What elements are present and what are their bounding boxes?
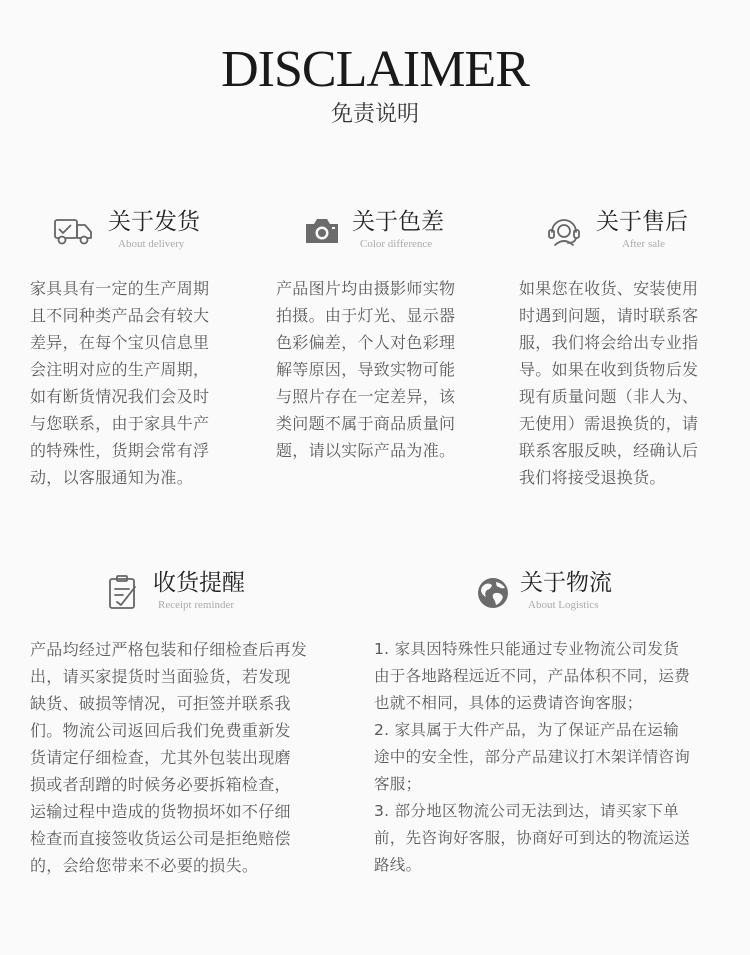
section-text-aftersale	[519, 275, 698, 491]
section-subtitle-receipt: Receipt reminder	[158, 599, 235, 611]
section-header-logistics	[475, 567, 645, 619]
text-line: 如有断货情况我们会及时	[30, 387, 210, 406]
section-text-delivery	[30, 275, 209, 491]
section-title-receipt: 收货提醒	[153, 570, 245, 596]
customer-service-icon	[546, 212, 588, 248]
section-subtitle-logistics: About Logistics	[528, 599, 599, 611]
text-line: 客服；	[374, 775, 422, 793]
text-line: 与照片存在一定差异，该	[276, 387, 456, 406]
text-line: 运输过程中造成的货物损坏如不仔细	[30, 802, 291, 821]
text-line: 途中的安全性，部分产品建议打木架详情咨询	[374, 748, 691, 766]
text-line: 与您联系，由于家具牛产	[30, 414, 210, 433]
text-line: 产品均经过严格包装和仔细检查后再发	[30, 640, 308, 659]
text-line: 也就不相同，具体的运费请咨询客服；	[374, 694, 643, 712]
text-line: 服，我们将会给出专业指	[519, 333, 699, 352]
text-line: 动，以客服通知为准。	[30, 468, 194, 487]
text-line: 拍摄。由于灯光、显示器	[276, 306, 456, 325]
text-line: 类问题不属于商品质量问	[276, 414, 456, 433]
text-line: 出，请买家提货时当面验货，若发现	[30, 667, 291, 686]
section-header-aftersale	[546, 206, 716, 258]
text-line: 前，先咨询好客服，协商好可到达的物流运送	[374, 829, 691, 847]
text-line: 无使用）需退换货的，请	[519, 414, 699, 433]
text-line: 由于各地路程远近不同，产品体积不同，运费	[374, 667, 691, 685]
section-text-logistics	[374, 636, 690, 879]
section-header-receipt	[106, 567, 276, 619]
text-line: 1. 家具因特殊性只能通过专业物流公司发货	[374, 640, 680, 658]
text-line: 时遇到问题，请时联系客	[519, 306, 699, 325]
section-title-aftersale: 关于售后	[596, 209, 688, 235]
text-line: 货请定仔细检查，尤其外包装出现磨	[30, 748, 291, 767]
text-line: 损或者刮蹭的时候务必要拆箱检查，	[30, 775, 291, 794]
text-line: 产品图片均由摄影师实物	[276, 279, 456, 298]
text-line: 如果您在收货、安装使用	[519, 279, 699, 298]
text-line: 的特殊性，货期会常有浮	[30, 441, 210, 460]
text-line: 差异，在每个宝贝信息里	[30, 333, 210, 352]
text-line: 且不同种类产品会有较大	[30, 306, 210, 325]
section-title-logistics: 关于物流	[520, 570, 612, 596]
text-line: 的，会给您带来不必要的损失。	[30, 856, 259, 875]
text-line: 缺货、破损等情况，可拒签并联系我	[30, 694, 291, 713]
text-line: 我们将接受退换货。	[519, 468, 666, 487]
section-header-color	[302, 206, 472, 258]
section-text-color	[276, 275, 455, 464]
disclaimer-subtitle: 免责说明	[330, 102, 419, 127]
text-line: 联系客服反映，经确认后	[519, 441, 699, 460]
text-line: 题，请以实际产品为准。	[276, 441, 456, 460]
text-line: 2. 家具属于大件产品，为了保证产品在运输	[374, 721, 680, 739]
text-line: 色彩偏差，个人对色彩理	[276, 333, 456, 352]
text-line: 检查而直接签收货运公司是拒绝赔偿	[30, 829, 291, 848]
section-title-color: 关于色差	[352, 209, 444, 235]
text-line: 们。物流公司返回后我们免费重新发	[30, 721, 291, 740]
text-line: 解等原因，导致实物可能	[276, 360, 456, 379]
disclaimer-title: DISCLAIMER	[221, 41, 529, 98]
text-line: 3. 部分地区物流公司无法到达，请买家下单	[374, 802, 680, 820]
camera-icon	[302, 212, 344, 248]
section-header-delivery	[52, 206, 222, 258]
text-line: 现有质量问题（非人为、	[519, 387, 699, 406]
globe-icon	[475, 573, 517, 609]
section-text-receipt	[30, 636, 307, 879]
section-subtitle-delivery: About delivery	[118, 238, 185, 250]
section-subtitle-aftersale: After sale	[622, 238, 666, 250]
delivery-truck-icon	[52, 212, 94, 248]
clipboard-check-icon	[106, 573, 148, 609]
text-line: 家具具有一定的生产周期	[30, 279, 210, 298]
section-subtitle-color: Color difference	[360, 238, 433, 250]
text-line: 会注明对应的生产周期，	[30, 360, 210, 379]
text-line: 路线。	[374, 856, 422, 874]
section-title-delivery: 关于发货	[108, 209, 200, 235]
text-line: 导。如果在收到货物后发	[519, 360, 699, 379]
